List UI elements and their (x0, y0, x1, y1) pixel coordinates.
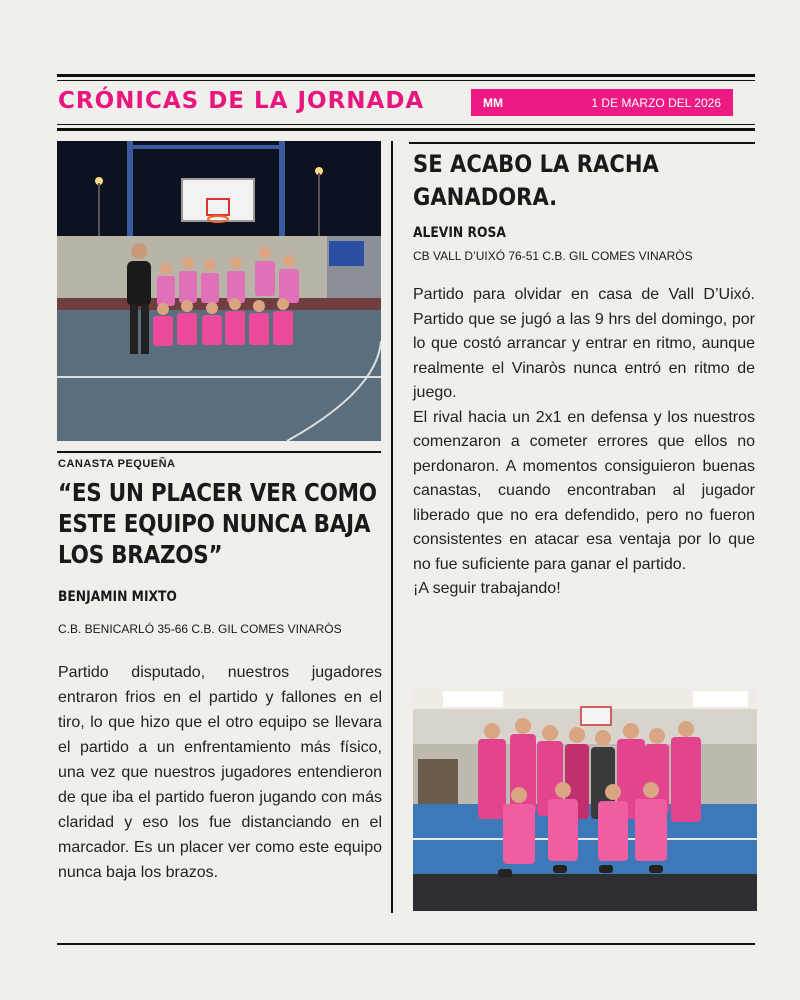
masthead-tag: MM (483, 95, 503, 110)
masthead-bottom-rule-thin (57, 124, 755, 125)
footer-rule (57, 943, 755, 945)
left-score: C.B. BENICARLÓ 35-66 C.B. GIL COMES VINARÒS (58, 622, 342, 636)
right-headline-rule (409, 142, 755, 144)
column-divider (391, 141, 393, 913)
masthead-top-rule (57, 74, 755, 77)
left-photo-rule (57, 451, 381, 453)
masthead-top-rule-thin (57, 80, 755, 81)
right-paragraph-2: El rival hacia un 2x1 en defensa y los nuestros comenzaron a cometer errores que ellos no perdonaron. A momentos consiguieron buenas canastas, cuando encontraban al jugador liberado que no era defendido, pero no fueron consistentes en atacar esa ventaja por lo que no fue suficiente para ganar el partido. (413, 408, 755, 573)
team-photo-alevin (413, 689, 757, 911)
right-body-text (413, 283, 755, 602)
right-headline: SE ACABO LA RACHA GANADORA. (413, 150, 659, 211)
team-photo-benjamin (57, 141, 381, 441)
right-team-name: ALEVIN ROSA (413, 225, 506, 241)
masthead-title: CRÓNICAS DE LA JORNADA (58, 88, 425, 114)
issue-date: 1 DE MARZO DEL 2026 (591, 95, 721, 110)
right-paragraph-1: Partido para olvidar en casa de Vall D’Uixó. Partido que se jugó a las 9 hrs del domingo, por lo que costó arrancar y entrar en ritmo, aunque realmente el Vinaròs nunca entró en ritmo de juego. (413, 286, 755, 401)
section-kicker: CANASTA PEQUEÑA (58, 458, 176, 470)
right-score: CB VALL D’UIXÓ 76-51 C.B. GIL COMES VINARÒS (413, 249, 693, 263)
right-paragraph-3: ¡A seguir trabajando! (413, 580, 561, 597)
left-body-text: Partido disputado, nuestros jugadores entraron frios en el partido y fallones en el tiro, lo que hizo que el otro equipo se llevara el partido a un enfrentamiento más físico, una vez que nuestros jugadores entendieron de que iba el partido fueron jugando con más claridad y eso los fue distanciando en el marcador. Es un placer ver como este equipo nunca baja los brazos. (58, 664, 382, 881)
date-bar (471, 89, 733, 116)
left-headline: “ES UN PLACER VER COMO ESTE EQUIPO NUNCA BAJA LOS BRAZOS” (58, 478, 377, 569)
masthead-bottom-rule (57, 128, 755, 131)
left-team-name: BENJAMIN MIXTO (58, 589, 177, 605)
